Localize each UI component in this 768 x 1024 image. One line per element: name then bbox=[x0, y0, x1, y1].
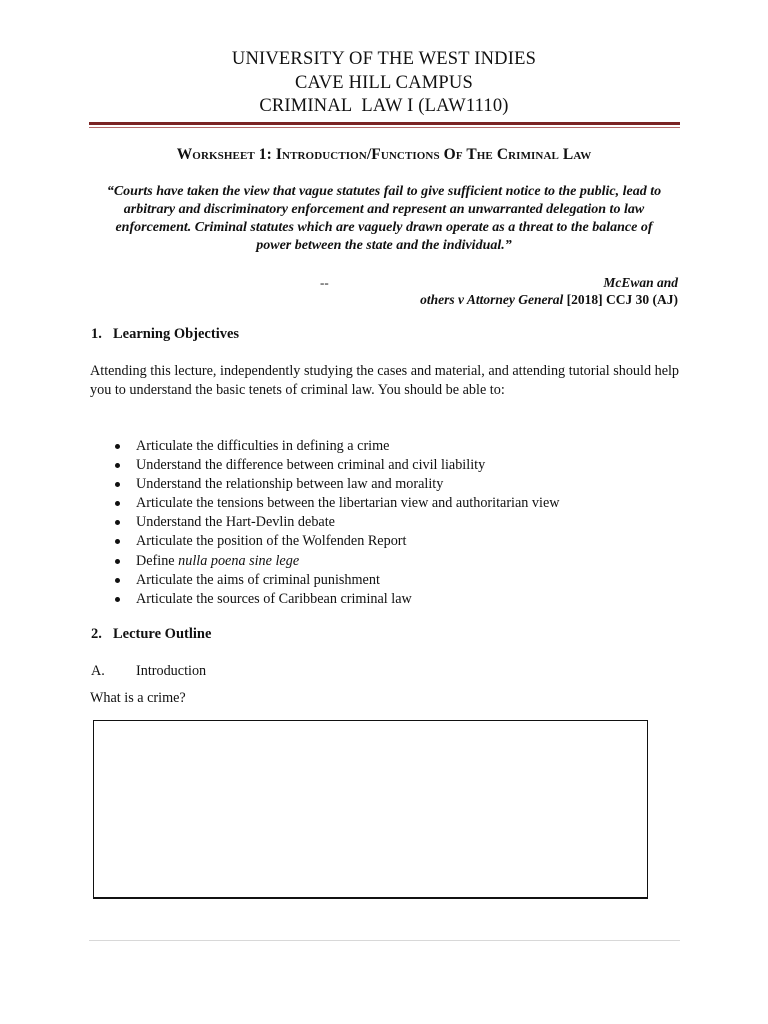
objectives-list bbox=[112, 437, 560, 609]
answer-box[interactable] bbox=[93, 720, 648, 899]
citation-ref: [2018] CCJ 30 (AJ) bbox=[563, 292, 678, 307]
worksheet-title: Worksheet 1: Introduction/Functions Of The Criminal Law bbox=[176, 146, 592, 163]
list-item: Articulate the position of the Wolfenden Report bbox=[112, 532, 560, 551]
bullet-icon bbox=[115, 597, 120, 602]
header-divider bbox=[89, 122, 680, 125]
bullet-icon bbox=[115, 520, 120, 525]
subsection-letter: A. bbox=[91, 663, 105, 679]
section-title: Learning Objectives bbox=[113, 326, 240, 342]
list-item: Understand the relationship between law and morality bbox=[112, 475, 560, 494]
quote-dash: -- bbox=[320, 275, 329, 290]
latin-maxim: nulla poena sine lege bbox=[178, 552, 300, 569]
section-title: Lecture Outline bbox=[113, 626, 212, 642]
list-item: Articulate the aims of criminal punishment bbox=[112, 571, 560, 590]
footer-divider bbox=[89, 940, 680, 941]
university-name: UNIVERSITY OF THE WEST INDIES bbox=[231, 49, 537, 69]
list-item: Articulate the tensions between the libertarian view and authoritarian view bbox=[112, 494, 560, 513]
bullet-icon bbox=[115, 482, 120, 487]
section-number: 2. bbox=[91, 626, 102, 642]
section-heading-outline bbox=[91, 626, 211, 643]
bullet-icon bbox=[115, 559, 120, 564]
section-heading-objectives bbox=[91, 326, 239, 343]
citation-case: others v Attorney General bbox=[420, 292, 564, 307]
list-item: Understand the difference between criminal and civil liability bbox=[112, 456, 560, 475]
bullet-icon bbox=[115, 444, 120, 449]
list-item: Understand the Hart-Devlin debate bbox=[112, 513, 560, 532]
header-divider-thin bbox=[89, 127, 680, 128]
quote-citation bbox=[420, 274, 678, 308]
question-text: What is a crime? bbox=[90, 690, 186, 706]
subsection-introduction bbox=[91, 663, 206, 680]
list-item: Define nulla poena sine lege bbox=[112, 552, 560, 571]
list-item: Articulate the difficulties in defining a crime bbox=[112, 437, 560, 456]
document-header bbox=[0, 48, 768, 119]
bullet-icon bbox=[115, 463, 120, 468]
section-number: 1. bbox=[91, 326, 102, 342]
subsection-title: Introduction bbox=[136, 663, 207, 679]
course-name: CRIMINAL LAW I (LAW1110) bbox=[259, 96, 509, 116]
bullet-icon bbox=[115, 501, 120, 506]
objectives-intro: Attending this lecture, independently studying the cases and material, and attending tutorial should help you to understand the basic tenets of criminal law. You should be able to: bbox=[90, 363, 680, 398]
bullet-icon bbox=[115, 578, 120, 583]
citation-line1: McEwan and bbox=[603, 275, 678, 290]
list-item: Articulate the sources of Caribbean criminal law bbox=[112, 590, 560, 609]
campus-name: CAVE HILL CAMPUS bbox=[295, 72, 473, 93]
bullet-icon bbox=[115, 539, 120, 544]
epigraph-quote: “Courts have taken the view that vague statutes fail to give sufficient notice to the public, lead to arbitrary and discriminatory enforcement and represent an unwarranted delegation to law enforcement. Criminal statutes which are vaguely drawn operate as a threat to the balance of power between the state and the individual.” bbox=[106, 184, 662, 253]
